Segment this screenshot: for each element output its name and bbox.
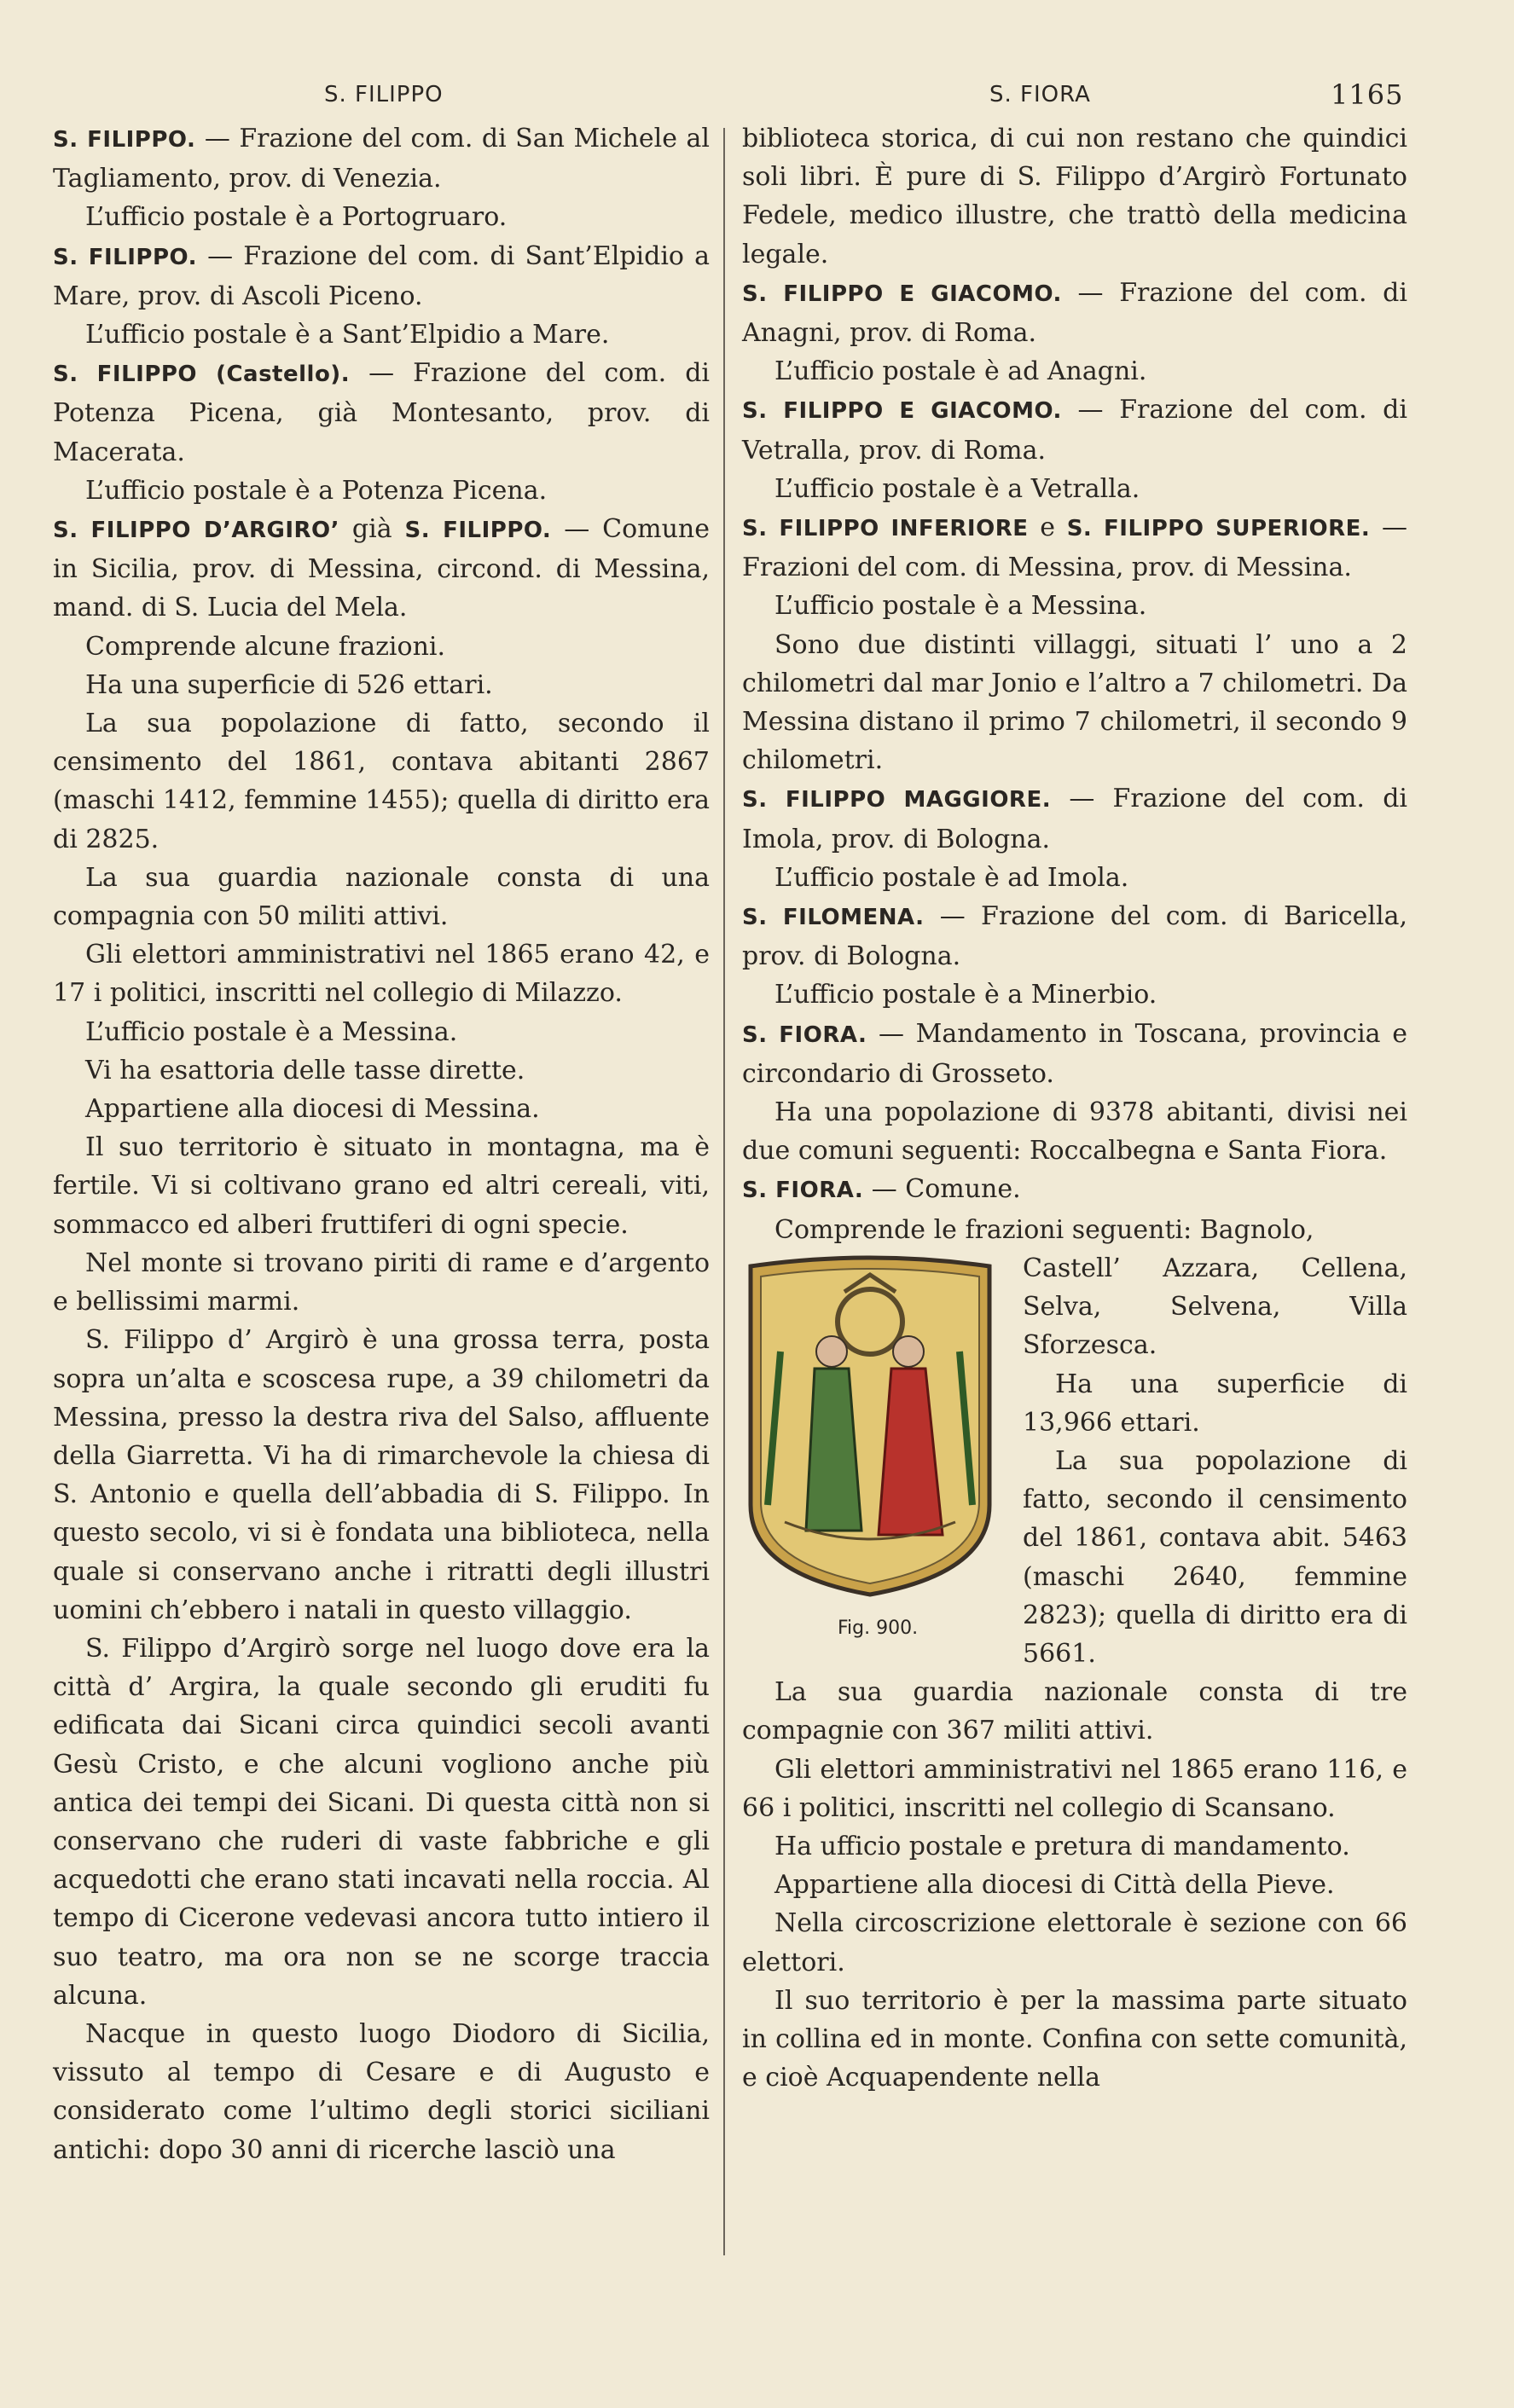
entry-text: e bbox=[1028, 512, 1067, 543]
entry-text-continued: — Frazioni del com. di Messina, prov. di Messina. bbox=[742, 512, 1407, 583]
entry-paragraph bbox=[742, 897, 1407, 975]
running-head-left: S. FILIPPO bbox=[324, 82, 444, 107]
entry-text: — Frazione del com. di Anagni, prov. di Roma. bbox=[742, 277, 1407, 349]
entry-text: L’ufficio postale è a Messina. bbox=[85, 1016, 458, 1047]
text-paragraph bbox=[742, 1211, 1407, 1249]
entry-text: — Frazione del com. di San Michele al Tagliamento, prov. di Venezia. bbox=[53, 124, 710, 194]
entry-text: L’ufficio postale è a Vetralla. bbox=[774, 473, 1140, 504]
text-paragraph bbox=[53, 1629, 710, 2015]
entry-paragraph bbox=[53, 119, 710, 198]
entry-text: S. Filippo d’Argirò sorge nel luogo dove era la città d’ Argira, la quale secondo gli eruditi fu edificata dai Sicani circa quindici secoli avanti Gesù Cristo, e che alcuni vogliono anche più antica dei tempi dei Sicani. Di questa città non si conservano che ruderi di vaste fabbriche e gli acquedotti che erano stati incavati nella roccia. Al tempo di Cicerone vedevasi ancora tutto intiero il suo teatro, ma ora non se ne scorge traccia alcuna. bbox=[53, 1633, 710, 2011]
entry-text: Ha una superficie di 526 ettari. bbox=[85, 669, 493, 700]
entry-text: — Frazione del com. di Baricella, prov. di Bologna. bbox=[742, 901, 1407, 972]
text-paragraph bbox=[742, 1827, 1407, 1866]
entry-text: Ha una popolazione di 9378 abitanti, divisi nei due comuni seguenti: Roccalbegna e Santa Fiora. bbox=[742, 1097, 1407, 1166]
entry-heading: S. FILIPPO E GIACOMO. bbox=[742, 281, 1062, 307]
entry-text: Gli elettori amministrativi nel 1865 erano 116, e 66 i politici, inscritti nel collegio di Scansano. bbox=[742, 1754, 1407, 1823]
text-paragraph bbox=[742, 1866, 1407, 1904]
text-paragraph bbox=[742, 119, 1407, 274]
column-divider bbox=[723, 128, 725, 2255]
entry-text: Nel monte si trovano piriti di rame e d’argento e bellissimi marmi. bbox=[53, 1247, 710, 1317]
text-paragraph bbox=[53, 198, 710, 236]
text-paragraph bbox=[53, 472, 710, 510]
text-paragraph bbox=[53, 859, 710, 935]
entry-text: L’ufficio postale è a Minerbio. bbox=[774, 980, 1157, 1010]
entry-text: — Mandamento in Toscana, provincia e circondario di Grosseto. bbox=[742, 1018, 1407, 1089]
text-paragraph bbox=[742, 1904, 1407, 1981]
text-paragraph bbox=[742, 1751, 1407, 1827]
entry-text: Appartiene alla diocesi di Città della Pieve. bbox=[774, 1870, 1335, 1901]
text-paragraph bbox=[53, 1244, 710, 1321]
entry-text: La sua popolazione di fatto, secondo il censimento del 1861, contava abitanti 2867 (maschi 1412, femmine 1455); quella di diritto era di 2825. bbox=[53, 709, 710, 854]
figure-900 bbox=[725, 1249, 1019, 1653]
entry-text: — Frazione del com. di Imola, prov. di Bologna. bbox=[742, 784, 1407, 854]
entry-text: Ha ufficio postale e pretura di mandamento. bbox=[774, 1831, 1350, 1861]
text-paragraph bbox=[742, 859, 1407, 897]
entry-paragraph bbox=[742, 1015, 1407, 1093]
entry-text: — Frazione del com. di Potenza Picena, già Montesanto, prov. di Macerata. bbox=[53, 358, 710, 467]
entry-heading: S. FILIPPO MAGGIORE. bbox=[742, 787, 1052, 813]
entry-text: biblioteca storica, di cui non restano che quindici soli libri. È pure di S. Filippo d’Argirò Fortunato Fedele, medico illustre, che trattò della medicina legale. bbox=[742, 124, 1407, 269]
entry-text: già bbox=[339, 514, 405, 545]
text-paragraph bbox=[742, 975, 1407, 1014]
text-paragraph bbox=[53, 628, 710, 666]
entry-text: L’ufficio postale è ad Anagni. bbox=[774, 356, 1147, 387]
entry-paragraph bbox=[53, 354, 710, 472]
entry-text: La sua guardia nazionale consta di una compagnia con 50 militi attivi. bbox=[53, 862, 710, 932]
left-column bbox=[53, 119, 710, 2169]
entry-text: Sono due distinti villaggi, situati l’ uno a 2 chilometri dal mar Jonio e l’altro a 7 chilometri. Da Messina distano il primo 7 chilometri, il secondo 9 chilometri. bbox=[742, 629, 1407, 776]
entry-text: — Frazione del com. di Sant’Elpidio a Mare, prov. di Ascoli Piceno. bbox=[53, 240, 711, 311]
text-paragraph bbox=[53, 2015, 710, 2169]
entry-text: — Frazione del com. di Vetralla, prov. di Roma. bbox=[742, 395, 1407, 466]
entry-heading: S. FILIPPO (Castello). bbox=[53, 362, 351, 388]
entry-heading: S. FIORA. bbox=[742, 1178, 864, 1204]
text-paragraph bbox=[53, 1321, 710, 1629]
entry-heading: S. FIORA. bbox=[742, 1022, 867, 1048]
entry-text: Vi ha esattoria delle tasse dirette. bbox=[85, 1055, 525, 1085]
text-paragraph bbox=[53, 1128, 710, 1244]
text-paragraph bbox=[53, 935, 710, 1012]
entry-text: Il suo territorio è per la massima parte situato in collina ed in monte. Confina con sette comunità, e cioè Acquapendente nella bbox=[742, 1985, 1407, 2093]
text-paragraph bbox=[53, 315, 710, 354]
entry-text: Nella circoscrizione elettorale è sezione con 66 elettori. bbox=[742, 1908, 1407, 1977]
text-paragraph bbox=[53, 704, 710, 859]
text-paragraph bbox=[742, 352, 1407, 391]
right-column-top bbox=[742, 119, 1407, 1249]
entry-heading: S. FILIPPO. bbox=[53, 244, 197, 270]
entry-text: L’ufficio postale è a Potenza Picena. bbox=[85, 475, 548, 506]
entry-text: S. Filippo d’ Argirò è una grossa terra, posta sopra un’alta e scoscesa rupe, a 39 chilometri da Messina, presso la destra riva del Salso, affluente della Giarretta. Vi ha di rimarchevole la chiesa di S. Antonio e quella dell’abbadia di S. Filippo. In questo secolo, vi si è fondata una biblioteca, nella quale si conservano anche i ritratti degli illustri uomini ch’ebbero i natali in questo villaggio. bbox=[53, 1325, 710, 1625]
text-paragraph bbox=[742, 1673, 1407, 1750]
entry-text: Castell’ Azzara, Cellena, Selva, Selvena, Villa Sforzesca. bbox=[1023, 1253, 1407, 1361]
entry-paragraph bbox=[53, 510, 710, 628]
entry-text: Gli elettori amministrativi nel 1865 erano 42, e 17 i politici, inscritti nel collegio di Milazzo. bbox=[53, 940, 710, 1009]
entry-heading: S. FILIPPO D’ARGIRO’ bbox=[53, 518, 339, 544]
text-paragraph bbox=[742, 587, 1407, 625]
text-paragraph bbox=[742, 1093, 1407, 1170]
text-paragraph bbox=[53, 1090, 710, 1128]
entry-text: Il suo territorio è situato in montagna, ma è fertile. Vi si coltivano grano ed altri cereali, viti, sommacco ed alberi fruttiferi di ogni specie. bbox=[53, 1132, 710, 1240]
entry-text: Ha una superficie di 13,966 ettari. bbox=[1023, 1369, 1407, 1438]
coat-of-arms-icon bbox=[734, 1249, 1006, 1599]
entry-paragraph bbox=[742, 274, 1407, 352]
entry-text: Comprende alcune frazioni. bbox=[85, 631, 446, 662]
entry-paragraph bbox=[742, 391, 1407, 469]
entry-text: La sua popolazione di fatto, secondo il censimento del 1861, contava abit. 5463 (maschi 2640, femmine 2823); quella di diritto era di 5661. bbox=[1023, 1445, 1407, 1669]
entry-text: L’ufficio postale è a Portogruaro. bbox=[85, 202, 508, 233]
entry-text: Nacque in questo luogo Diodoro di Sicilia, vissuto al tempo di Cesare e di Augusto e considerato come l’ultimo degli storici siciliani antichi: dopo 30 anni di ricerche lasciò una bbox=[53, 2018, 710, 2165]
text-paragraph bbox=[742, 470, 1407, 508]
text-paragraph bbox=[742, 626, 1407, 780]
text-paragraph bbox=[53, 1051, 710, 1090]
text-paragraph bbox=[53, 666, 710, 704]
entry-text: Appartiene alla diocesi di Messina. bbox=[85, 1094, 540, 1125]
page-number: 1165 bbox=[1331, 78, 1404, 111]
entry-heading: S. FILIPPO. bbox=[53, 127, 196, 153]
text-paragraph bbox=[742, 1982, 1407, 2098]
entry-text-continued: — Comune in Sicilia, prov. di Messina, circond. di Messina, mand. di S. Lucia del Mela. bbox=[53, 514, 711, 623]
running-head-center: S. FIORA bbox=[989, 82, 1091, 107]
entry-text: L’ufficio postale è a Sant’Elpidio a Mare. bbox=[85, 320, 610, 350]
entry-paragraph bbox=[742, 779, 1407, 858]
entry-paragraph bbox=[53, 237, 710, 315]
entry-heading: S. FILIPPO E GIACOMO. bbox=[742, 398, 1062, 425]
figure-wrap-block bbox=[742, 1249, 1407, 1751]
entry-heading-secondary: S. FILIPPO SUPERIORE. bbox=[1066, 516, 1371, 542]
right-column-bottom bbox=[742, 1751, 1407, 2098]
text-paragraph bbox=[53, 1013, 710, 1051]
entry-text: Comprende le frazioni seguenti: Bagnolo, bbox=[774, 1214, 1314, 1245]
figure-caption: Fig. 900. bbox=[838, 1617, 919, 1639]
entry-paragraph bbox=[742, 508, 1407, 587]
entry-heading: S. FILIPPO INFERIORE bbox=[742, 516, 1029, 542]
entry-heading-secondary: S. FILIPPO. bbox=[404, 518, 552, 544]
right-column bbox=[742, 119, 1407, 2097]
entry-heading: S. FILOMENA. bbox=[742, 905, 925, 931]
entry-text: L’ufficio postale è ad Imola. bbox=[774, 862, 1129, 893]
entry-text: L’ufficio postale è a Messina. bbox=[774, 591, 1147, 622]
entry-text: — Comune. bbox=[863, 1174, 1021, 1205]
entry-text: La sua guardia nazionale consta di tre compagnie con 367 militi attivi. bbox=[742, 1677, 1407, 1746]
entry-paragraph bbox=[742, 1170, 1407, 1210]
